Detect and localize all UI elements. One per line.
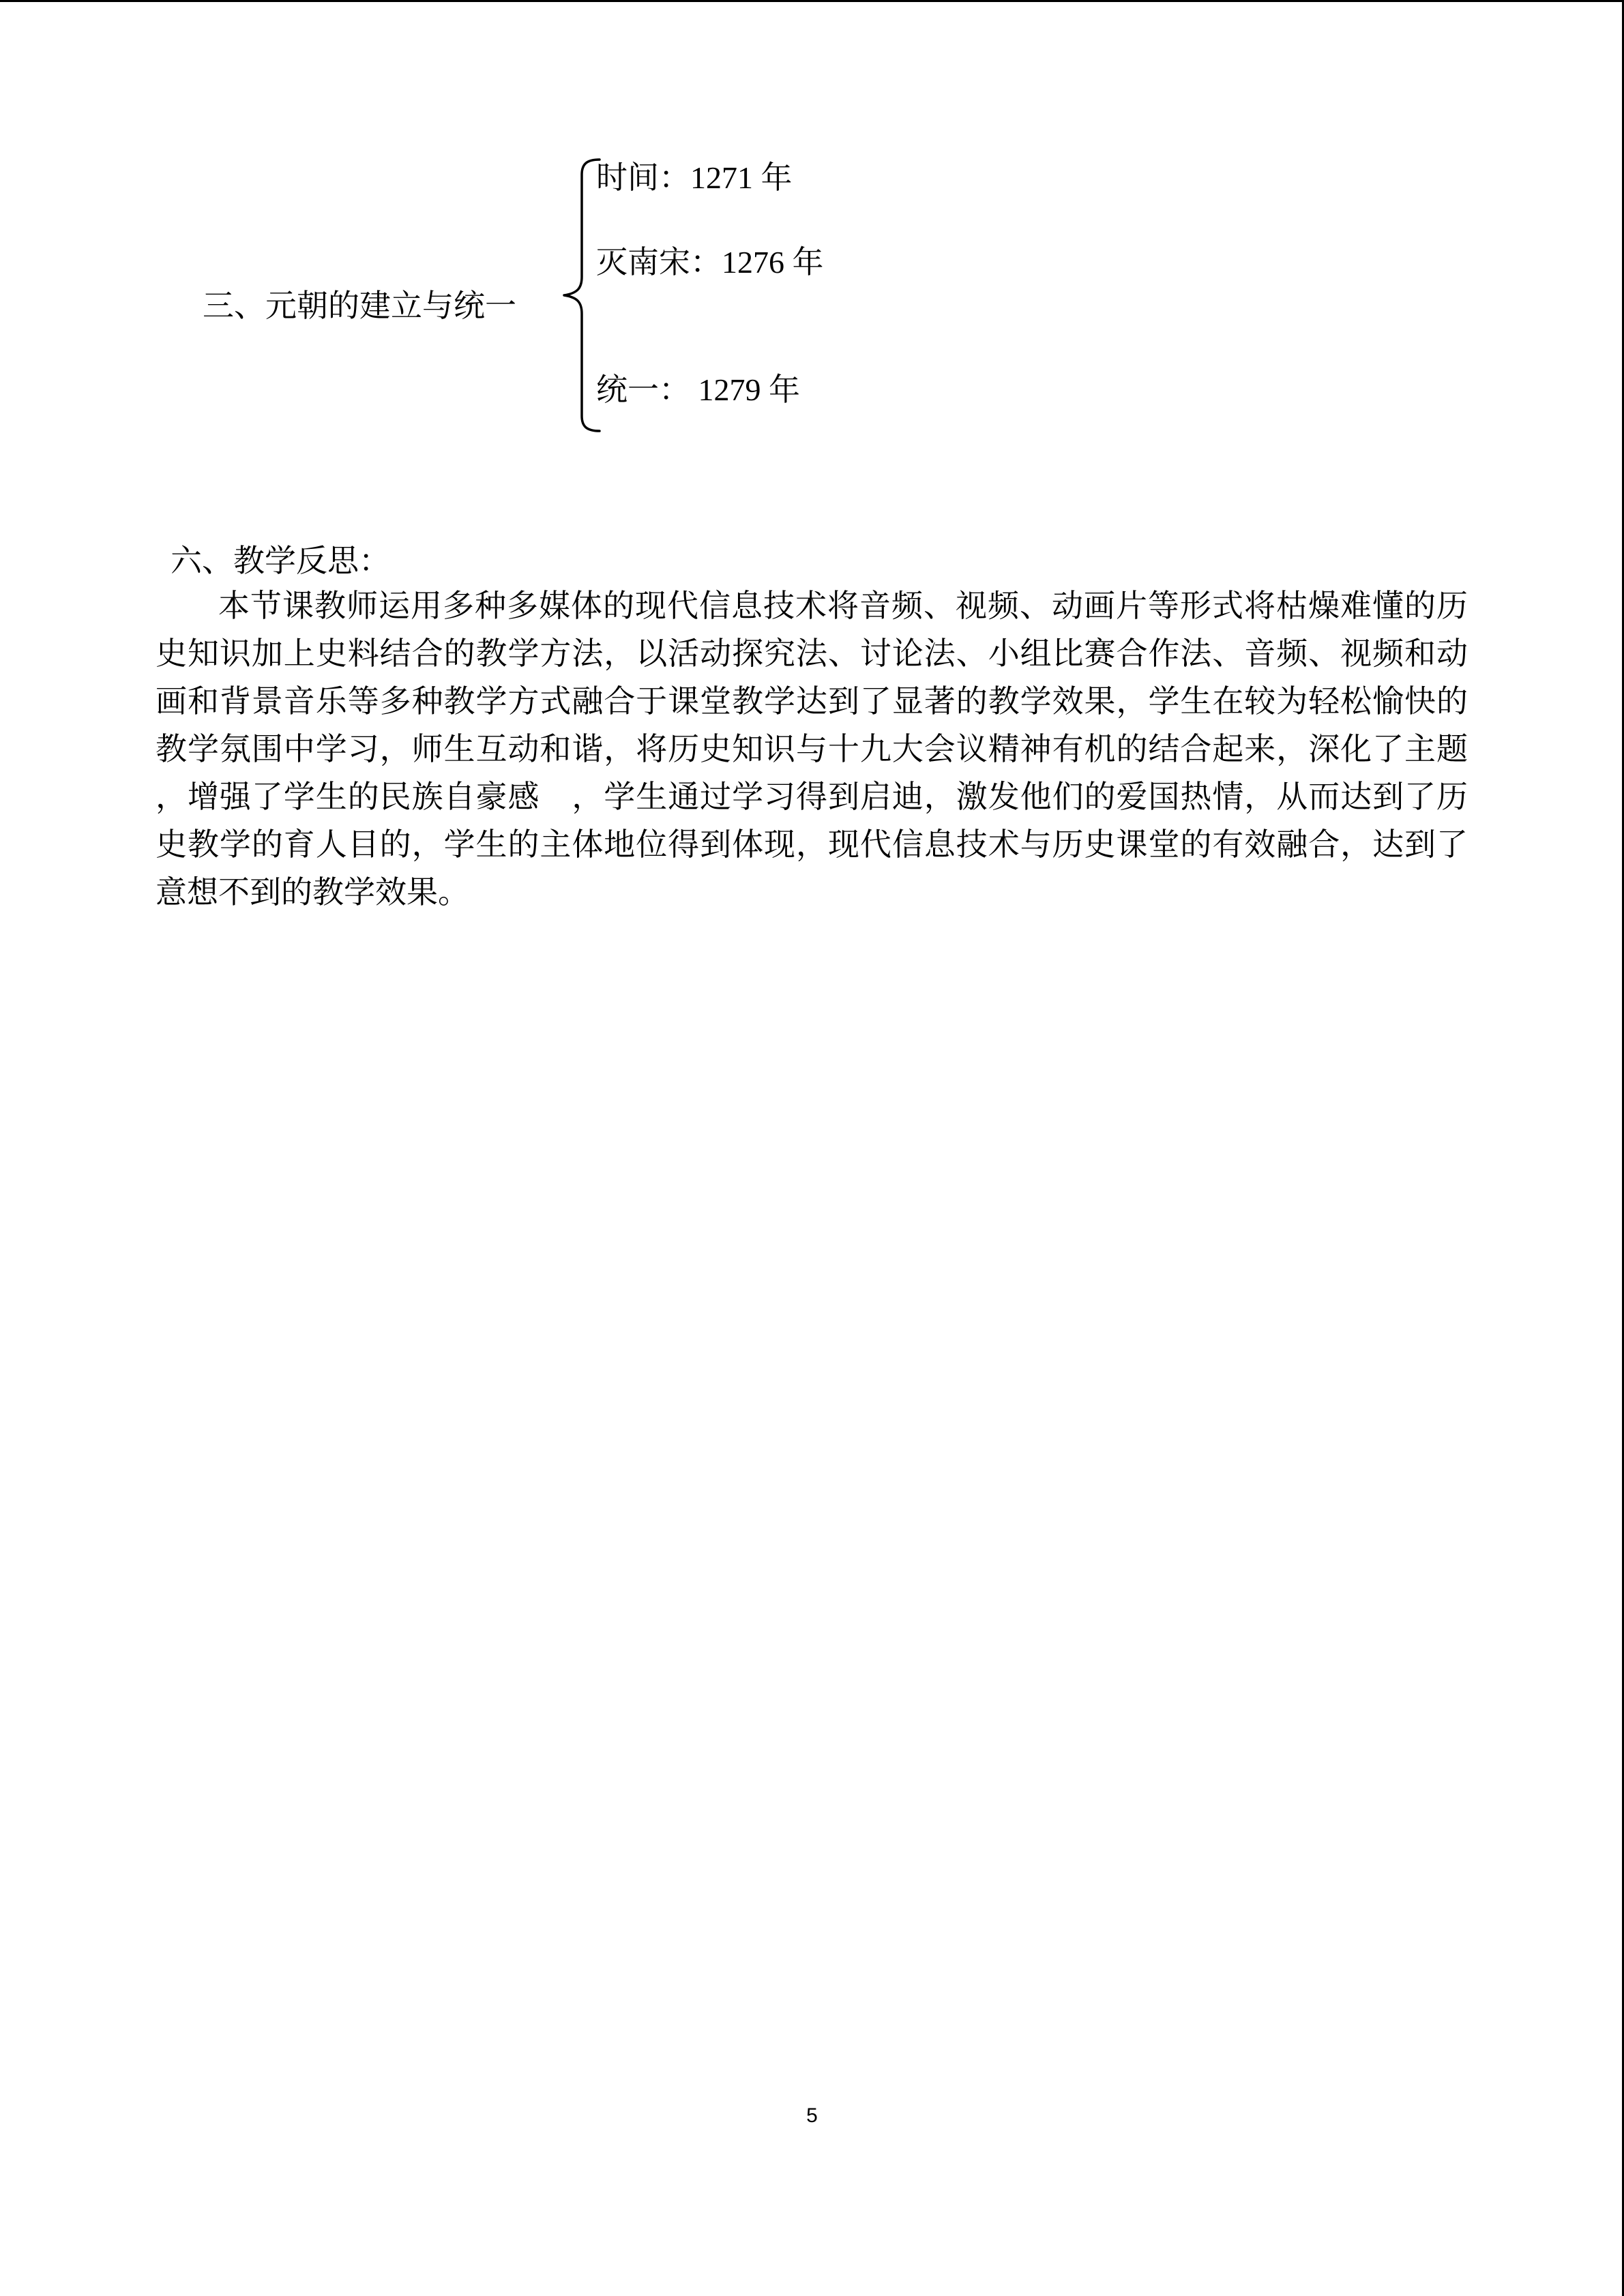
branch-year: 1276 年 xyxy=(722,245,824,280)
reflection-paragraph: 本节课教师运用多种多媒体的现代信息技术将音频、视频、动画片等形式将枯燥难懂的历史知识加上史料结合的教学方法，以活动探究法、讨论法、小组比赛合作法、音频、视频和动画和背景音乐等多种教学方式融合于课堂教学达到了显著的教学效果，学生在较为轻松愉快的教学氛围中学习，师生互动和谐，将历史知识与十九大会议精神有机的结合起来，深化了主题，增强了学生的民族自豪感 ，学生通过学习得到启迪，激发他们的爱国热情，从而达到了历史教学的育人目的，学生的主体地位得到体现，现代信息技术与历史课堂的有效融合，达到了意想不到的教学效果。 xyxy=(156,587,1468,910)
page-number: 5 xyxy=(806,2104,818,2127)
section-three-heading: 三、元朝的建立与统一 xyxy=(203,287,516,324)
branch-year: 1271 年 xyxy=(690,160,793,195)
branch-label: 灭南宋： xyxy=(596,243,722,280)
page-top-border xyxy=(0,0,1624,2)
branch-item-unification xyxy=(596,369,800,411)
branch-year: 1279 年 xyxy=(690,372,800,407)
branch-item-southern-song xyxy=(596,241,824,283)
branch-label: 时间： xyxy=(596,159,690,196)
branch-item-time xyxy=(596,157,793,198)
branch-label: 统一： xyxy=(596,371,690,408)
section-six-heading: 六、教学反思： xyxy=(171,542,390,579)
